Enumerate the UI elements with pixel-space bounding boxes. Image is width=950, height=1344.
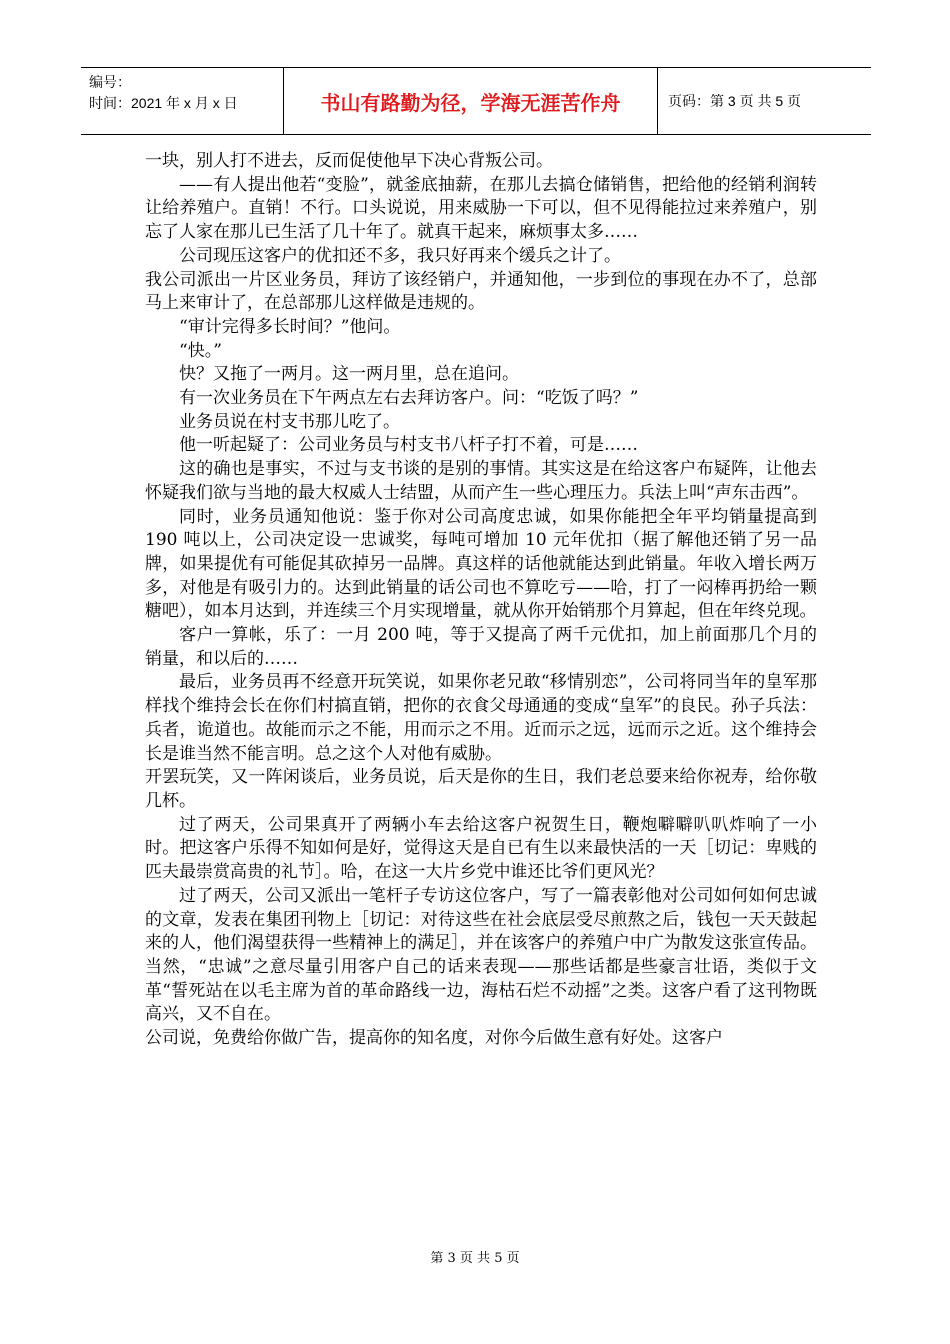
body-paragraph: 公司说，免费给你做广告，提高你的知名度，对你今后做生意有好处。这客户: [145, 1028, 723, 1049]
body-paragraph: 业务员说在村支书那儿吃了。: [179, 411, 400, 432]
body-paragraph: 快？又拖了一两月。这一两月里，总在追问。: [179, 364, 519, 385]
document-time-label: 时间：2021 年 x 月 x 日: [89, 95, 238, 111]
document-body: [145, 150, 817, 1051]
body-paragraph: 最后，业务员再不经意开玩笑说，如果你老兄敢“移情别恋”，公司将同当年的皇军那样找个维持会长在你们村搞直销，把你的衣食父母通通的变成“皇军”的良民。孙子兵法：兵者，诡道也。故能而示之不能，用而示之不用。近而示之远，远而示之近。这个维持会长是谁当然不能言明。总之这个人对他有威胁。: [145, 672, 817, 764]
body-paragraph: 客户一算帐，乐了：一月 200 吨，等于又提高了两千元优扣，加上前面那几个月的销量，和以后的……: [145, 625, 817, 669]
body-paragraph: 同时，业务员通知他说：鉴于你对公司高度忠诚，如果你能把全年平均销量提高到 190 吨以上，公司决定设一忠诚奖，每吨可增加 10 元年优扣（据了解他还销了另一品牌，如果提优有可能促其砍掉另一品牌。真这样的话他就能达到此销量。年收入增长两万多，对他是有吸引力的。达到此销量的话公司也不算吃亏——哈，打了一闷棒再扔给一颗糖吧），如本月达到，并连续三个月实现增量，就从你开始销那个月算起，但在年终兑现。: [145, 506, 817, 622]
page-header: [81, 67, 871, 135]
body-paragraph: 公司现压这客户的优扣还不多，我只好再来个缓兵之计了。: [179, 245, 621, 266]
document-number-label: 编号：: [89, 74, 131, 90]
page-footer: 第 3 页 共 5 页: [430, 1251, 520, 1266]
header-motto: 书山有路勤为径，学海无涯苦作舟: [284, 68, 658, 134]
header-meta: [81, 68, 284, 134]
header-page-info: 页码：第 3 页 共 5 页: [668, 93, 802, 109]
body-paragraph: 过了两天，公司果真开了两辆小车去给这客户祝贺生日，鞭炮噼噼叭叭炸响了一小时。把这客户乐得不知如何是好，觉得这天是自已有生以来最快活的一天［切记：卑贱的匹夫最崇赏高贵的礼节］。哈，在这一大片乡党中谁还比爷们更风光？: [145, 814, 817, 883]
body-paragraph: 他一听起疑了：公司业务员与村支书八杆子打不着，可是……: [179, 435, 638, 456]
body-paragraph: 有一次业务员在下午两点左右去拜访客户。问：“吃饭了吗？”: [179, 388, 639, 409]
body-paragraph: 一块，别人打不进去，反而促使他早下决心背叛公司。: [145, 151, 553, 171]
body-paragraph: 过了两天，公司又派出一笔杆子专访这位客户，写了一篇表彰他对公司如何如何忠诚的文章，发表在集团刊物上［切记：对待这些在社会底层受尽煎熬之后，钱包一天天鼓起来的人，他们渴望获得一些精神上的满足］，并在该客户的养殖户中广为散发这张宣传品。当然，“忠诚”之意尽量引用客户自己的话来表现——那些话都是些豪言壮语，类似于文革“誓死站在以毛主席为首的革命路线一边，海枯石烂不动摇”之类。这客户看了这刊物既高兴，又不自在。: [145, 885, 817, 1025]
body-paragraph: “审计完得多长时间？”他问。: [179, 316, 401, 337]
body-paragraph: 这的确也是事实，不过与支书谈的是别的事情。其实这是在给这客户布疑阵，让他去怀疑我们欲与当地的最大权威人士结盟，从而产生一些心理压力。兵法上叫“声东击西”。: [145, 459, 817, 503]
body-paragraph: “快。”: [179, 340, 222, 361]
body-paragraph: 开罢玩笑，又一阵闲谈后，业务员说，后天是你的生日，我们老总要来给你祝寿，给你敬几杯。: [145, 767, 817, 811]
body-paragraph: ——有人提出他若“变脸”，就釜底抽薪，在那儿去搞仓储销售，把给他的经销利润转让给养殖户。直销！不行。口头说说，用来威胁一下可以，但不见得能拉过来养殖户，别忘了人家在那儿已生活了几十年了。就真干起来，麻烦事太多……: [145, 174, 817, 243]
body-paragraph: 我公司派出一片区业务员，拜访了该经销户，并通知他，一步到位的事现在办不了，总部马上来审计了，在总部那儿这样做是违规的。: [145, 269, 817, 314]
